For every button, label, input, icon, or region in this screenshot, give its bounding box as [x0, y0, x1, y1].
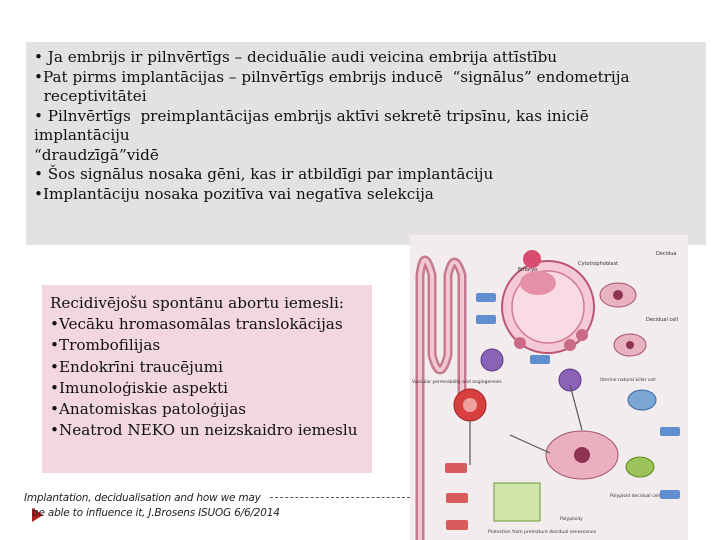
label-vascular: Vascular permeability and angiogenesis: [412, 380, 502, 385]
top-line-2: •Pat pirms implantācijas – pilnvērtīgs embrijs inducē “signālus” endometrija: [34, 67, 630, 86]
cause-item-2: •Trombofilijas: [50, 336, 161, 355]
top-line-7: • Šos signālus nosaka gēni, kas ir atbildīgi par implantāciju: [34, 165, 494, 183]
top-text-box: [26, 42, 706, 245]
implantation-diagram: [410, 235, 688, 540]
cause-item-3: •Endokrīni traucējumi: [50, 357, 223, 376]
top-line-4: • Pilnvērtīgs preimplantācijas embrijs aktīvi sekretē tripsīnu, kas iniciē: [34, 106, 589, 125]
top-line-3: receptivitātei: [34, 87, 147, 105]
top-line-6: “draudzīgā”vidē: [34, 145, 159, 164]
top-line-5: implantāciju: [34, 126, 130, 144]
label-decidua: Decidua: [656, 251, 677, 257]
causes-box: [42, 285, 372, 473]
label-decidual-cell: Decidual cell: [646, 317, 679, 323]
top-line-1: • Ja embrijs ir pilnvērtīgs – deciduālie audi veicina embrija attīstību: [34, 48, 558, 66]
top-line-8: •Implantāciju nosaka pozitīva vai negatīva selekcija: [34, 184, 434, 203]
embryo-icon: [523, 250, 541, 268]
citation: [24, 491, 294, 521]
label-polyploid: Polyploid decidual cell: [610, 494, 660, 499]
citation-line-2: be able to influence it, J.Brosens ISUOG 6/6/2014: [32, 507, 280, 519]
label-cytotrophoblast: Cytotrophoblast: [578, 261, 619, 267]
label-polyploidy: Polyploidy: [560, 517, 583, 522]
cause-item-6: •Neatrod NEKO un neizskaidro iemeslu: [50, 421, 358, 440]
cause-item-1: •Vecāku hromasomālas translokācijas: [50, 315, 343, 334]
cause-item-4: •Imunoloģiskie aspekti: [50, 378, 229, 397]
cause-item-5: •Anatomiskas patoloģijas: [50, 400, 247, 419]
label-protection: Protection from premature decidual senescence: [488, 530, 597, 535]
label-uterine-nk: Uterine natural killer cell: [600, 378, 656, 383]
label-embryo: Embryo: [518, 267, 538, 273]
causes-title: Recidivējošu spontānu abortu iemesli:: [50, 294, 344, 312]
citation-line-1: Implantation, decidualisation and how we may: [24, 492, 261, 504]
